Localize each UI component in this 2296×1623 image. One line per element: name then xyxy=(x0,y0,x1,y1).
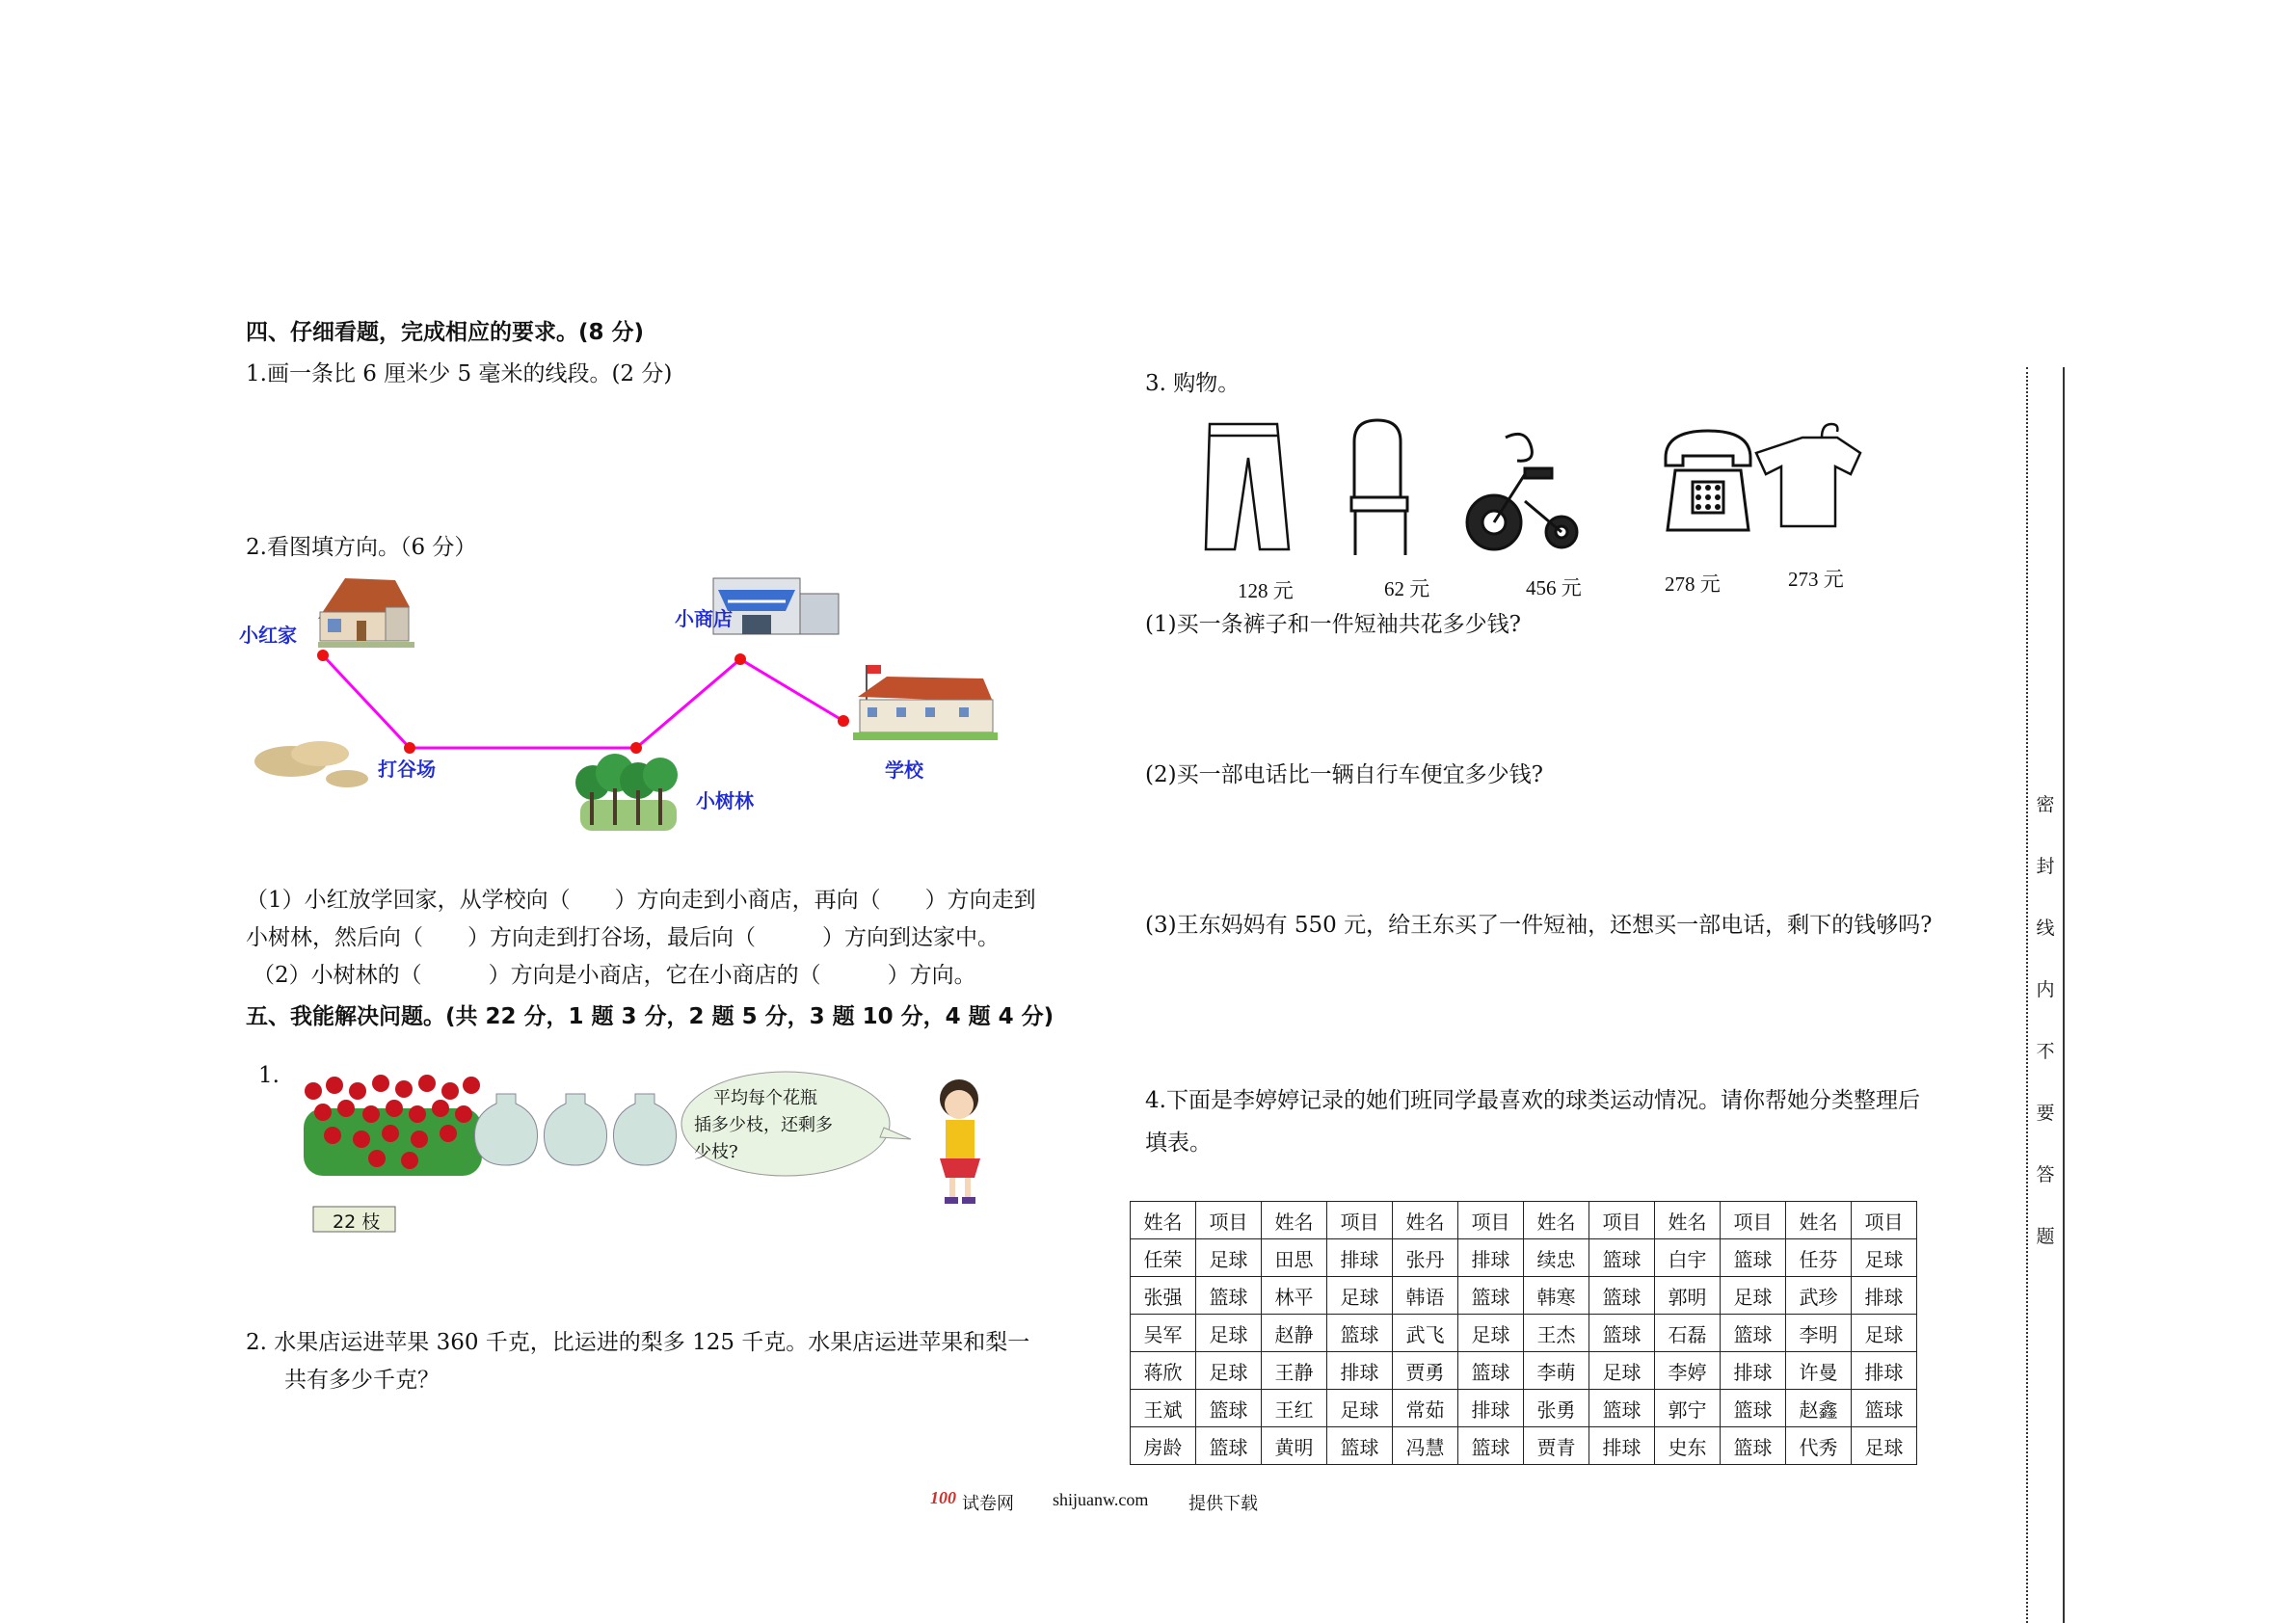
section4-q2-line1: （1）小红放学回家，从学校向（ ）方向走到小商店，再向（ ）方向走到 xyxy=(246,888,1036,913)
table-cell: 田思 xyxy=(1262,1239,1327,1277)
table-row xyxy=(1131,1315,1917,1352)
table-cell: 项目 xyxy=(1327,1202,1393,1239)
table-cell: 姓名 xyxy=(1393,1202,1458,1239)
table-cell: 足球 xyxy=(1196,1352,1262,1390)
map-label-grove: 小树林 xyxy=(696,789,754,812)
table-cell: 任芬 xyxy=(1786,1239,1852,1277)
map-label-shop: 小商店 xyxy=(675,607,733,630)
table-cell: 蒋欣 xyxy=(1131,1352,1196,1390)
map-label-home: 小红家 xyxy=(239,624,297,647)
route-point-home xyxy=(317,650,329,661)
haystack-icon xyxy=(254,741,368,787)
table-cell: 李婷 xyxy=(1655,1352,1721,1390)
school-icon xyxy=(853,665,998,740)
table-cell: 篮球 xyxy=(1458,1277,1524,1315)
table-cell: 韩语 xyxy=(1393,1277,1458,1315)
table-cell: 排球 xyxy=(1721,1352,1786,1390)
table-cell: 篮球 xyxy=(1589,1390,1655,1427)
route-point-school xyxy=(838,715,849,727)
price-tricycle: 456 元 xyxy=(1526,576,1582,599)
table-row xyxy=(1131,1390,1917,1427)
table-cell: 贾勇 xyxy=(1393,1352,1458,1390)
table-row xyxy=(1131,1352,1917,1390)
section4-q2-line2: 小树林，然后向（ ）方向走到打谷场，最后向（ ）方向到达家中。 xyxy=(246,925,1000,950)
table-cell: 韩寒 xyxy=(1524,1277,1589,1315)
table-cell: 篮球 xyxy=(1721,1239,1786,1277)
seal-line-solid xyxy=(2063,367,2065,1623)
table-cell: 林平 xyxy=(1262,1277,1327,1315)
table-cell: 王杰 xyxy=(1524,1315,1589,1352)
section5-q1-number: 1. xyxy=(258,1063,280,1088)
seal-char: 内 xyxy=(2036,979,2055,1000)
table-cell: 史东 xyxy=(1655,1427,1721,1465)
shopping-items xyxy=(1186,414,1918,569)
table-cell: 姓名 xyxy=(1131,1202,1196,1239)
seal-char: 线 xyxy=(2036,918,2055,939)
table-cell: 篮球 xyxy=(1721,1427,1786,1465)
table-cell: 足球 xyxy=(1196,1315,1262,1352)
table-cell: 许曼 xyxy=(1786,1352,1852,1390)
table-cell: 黄明 xyxy=(1262,1427,1327,1465)
table-cell: 张强 xyxy=(1131,1277,1196,1315)
map-label-field: 打谷场 xyxy=(378,758,436,781)
bubble-line2: 插多少枝，还剩多 xyxy=(694,1115,833,1135)
table-cell: 李明 xyxy=(1786,1315,1852,1352)
table-cell: 张丹 xyxy=(1393,1239,1458,1277)
table-cell: 常茹 xyxy=(1393,1390,1458,1427)
house-icon xyxy=(318,578,414,648)
table-cell: 篮球 xyxy=(1327,1427,1393,1465)
section4-title: 四、仔细看题，完成相应的要求。(8 分) xyxy=(246,320,645,345)
table-cell: 足球 xyxy=(1327,1277,1393,1315)
table-cell: 任荣 xyxy=(1131,1239,1196,1277)
price-tshirt: 273 元 xyxy=(1788,568,1844,591)
table-cell: 排球 xyxy=(1458,1239,1524,1277)
q4-line1: 4.下面是李婷婷记录的她们班同学最喜欢的球类运动情况。请你帮她分类整理后 xyxy=(1145,1088,1920,1113)
table-cell: 李萌 xyxy=(1524,1352,1589,1390)
table-cell: 足球 xyxy=(1852,1239,1917,1277)
vase-icon xyxy=(474,1094,676,1165)
map-label-school: 学校 xyxy=(885,758,923,782)
table-cell: 续忠 xyxy=(1524,1239,1589,1277)
table-cell: 篮球 xyxy=(1327,1315,1393,1352)
table-cell: 足球 xyxy=(1458,1315,1524,1352)
flowers-count-label: 22 枝 xyxy=(333,1211,381,1233)
table-cell: 排球 xyxy=(1327,1352,1393,1390)
table-cell: 武飞 xyxy=(1393,1315,1458,1352)
price-pants: 128 元 xyxy=(1238,579,1294,602)
table-cell: 篮球 xyxy=(1196,1277,1262,1315)
table-row xyxy=(1131,1427,1917,1465)
price-chair: 62 元 xyxy=(1384,577,1430,600)
seal-char: 不 xyxy=(2036,1041,2055,1062)
table-cell: 篮球 xyxy=(1589,1315,1655,1352)
route-point-field xyxy=(404,742,415,754)
table-cell: 代秀 xyxy=(1786,1427,1852,1465)
table-cell: 足球 xyxy=(1721,1277,1786,1315)
route-point-grove xyxy=(630,742,642,754)
direction-map xyxy=(231,569,1002,848)
table-header-row xyxy=(1131,1202,1917,1239)
chair-icon xyxy=(1351,420,1407,555)
footer-logo: 100 xyxy=(930,1488,956,1507)
q4-line2: 填表。 xyxy=(1145,1131,1212,1156)
table-cell: 项目 xyxy=(1589,1202,1655,1239)
table-cell: 足球 xyxy=(1327,1390,1393,1427)
table-cell: 篮球 xyxy=(1196,1390,1262,1427)
tricycle-icon xyxy=(1467,434,1577,549)
footer-provide: 提供下载 xyxy=(1188,1494,1258,1513)
table-cell: 项目 xyxy=(1458,1202,1524,1239)
table-cell: 篮球 xyxy=(1458,1427,1524,1465)
trees-icon xyxy=(575,754,678,831)
seal-char: 要 xyxy=(2036,1103,2055,1124)
table-cell: 篮球 xyxy=(1196,1427,1262,1465)
section4-q2: 2.看图填方向。（6 分） xyxy=(246,535,477,560)
seal-char: 封 xyxy=(2036,856,2055,877)
shopping-sub3: (3)王东妈妈有 550 元，给王东买了一件短袖，还想买一部电话，剩下的钱够吗? xyxy=(1145,913,1933,938)
bubble-line1: 平均每个花瓶 xyxy=(713,1088,817,1108)
table-cell: 白宇 xyxy=(1655,1239,1721,1277)
table-cell: 项目 xyxy=(1196,1202,1262,1239)
shopping-title: 3. 购物。 xyxy=(1145,371,1241,396)
section4-q1: 1.画一条比 6 厘米少 5 毫米的线段。(2 分) xyxy=(246,361,673,386)
flowers-vases-illustration xyxy=(284,1070,1046,1243)
seal-line-dotted xyxy=(2026,367,2028,1623)
table-cell: 项目 xyxy=(1852,1202,1917,1239)
table-cell: 贾青 xyxy=(1524,1427,1589,1465)
table-cell: 项目 xyxy=(1721,1202,1786,1239)
table-cell: 郭明 xyxy=(1655,1277,1721,1315)
table-cell: 姓名 xyxy=(1655,1202,1721,1239)
table-cell: 姓名 xyxy=(1786,1202,1852,1239)
table-cell: 篮球 xyxy=(1721,1390,1786,1427)
table-cell: 王斌 xyxy=(1131,1390,1196,1427)
shopping-sub2: (2)买一部电话比一辆自行车便宜多少钱? xyxy=(1145,762,1543,787)
shopping-sub1: (1)买一条裤子和一件短袖共花多少钱? xyxy=(1145,612,1521,637)
pants-icon xyxy=(1206,424,1289,549)
table-cell: 排球 xyxy=(1852,1277,1917,1315)
table-cell: 赵鑫 xyxy=(1786,1390,1852,1427)
table-cell: 吴军 xyxy=(1131,1315,1196,1352)
seal-char: 答 xyxy=(2036,1164,2055,1185)
table-cell: 张勇 xyxy=(1524,1390,1589,1427)
table-cell: 篮球 xyxy=(1721,1315,1786,1352)
girl-icon xyxy=(940,1079,980,1204)
table-cell: 郭宁 xyxy=(1655,1390,1721,1427)
table-cell: 王红 xyxy=(1262,1390,1327,1427)
tshirt-icon xyxy=(1756,424,1860,526)
seal-char: 密 xyxy=(2036,794,2055,815)
roses-icon xyxy=(304,1075,482,1232)
telephone-icon xyxy=(1666,431,1750,530)
section5-q2-line1: 2. 水果店运进苹果 360 千克，比运进的梨多 125 千克。水果店运进苹果和梨一 xyxy=(246,1330,1030,1355)
footer-site-name: 试卷网 xyxy=(962,1494,1014,1513)
table-row xyxy=(1131,1239,1917,1277)
table-cell: 赵静 xyxy=(1262,1315,1327,1352)
table-cell: 排球 xyxy=(1852,1352,1917,1390)
table-cell: 姓名 xyxy=(1524,1202,1589,1239)
price-telephone: 278 元 xyxy=(1665,572,1721,596)
table-cell: 足球 xyxy=(1196,1239,1262,1277)
table-cell: 足球 xyxy=(1589,1352,1655,1390)
section5-q2-line2: 共有多少千克？ xyxy=(284,1368,440,1393)
section4-q2-line3: （2）小树林的（ ）方向是小商店，它在小商店的（ ）方向。 xyxy=(253,963,976,988)
section5-title: 五、我能解决问题。(共 22 分，1 题 3 分，2 题 5 分，3 题 10 分，4 题 4 分) xyxy=(246,1004,1055,1029)
table-cell: 姓名 xyxy=(1262,1202,1327,1239)
bubble-line3: 少枝? xyxy=(694,1142,738,1162)
table-cell: 房龄 xyxy=(1131,1427,1196,1465)
table-cell: 王静 xyxy=(1262,1352,1327,1390)
footer-domain[interactable]: shijuanw.com xyxy=(1053,1490,1149,1509)
table-cell: 篮球 xyxy=(1589,1277,1655,1315)
route-point-shop xyxy=(734,653,746,665)
table-cell: 排球 xyxy=(1327,1239,1393,1277)
table-row xyxy=(1131,1277,1917,1315)
sports-table xyxy=(1130,1201,1917,1465)
table-cell: 排球 xyxy=(1589,1427,1655,1465)
table-cell: 武珍 xyxy=(1786,1277,1852,1315)
table-cell: 石磊 xyxy=(1655,1315,1721,1352)
table-cell: 排球 xyxy=(1458,1390,1524,1427)
table-cell: 足球 xyxy=(1852,1315,1917,1352)
table-cell: 篮球 xyxy=(1589,1239,1655,1277)
table-cell: 足球 xyxy=(1852,1427,1917,1465)
table-cell: 篮球 xyxy=(1458,1352,1524,1390)
table-cell: 篮球 xyxy=(1852,1390,1917,1427)
table-cell: 冯慧 xyxy=(1393,1427,1458,1465)
seal-char: 题 xyxy=(2036,1226,2055,1247)
